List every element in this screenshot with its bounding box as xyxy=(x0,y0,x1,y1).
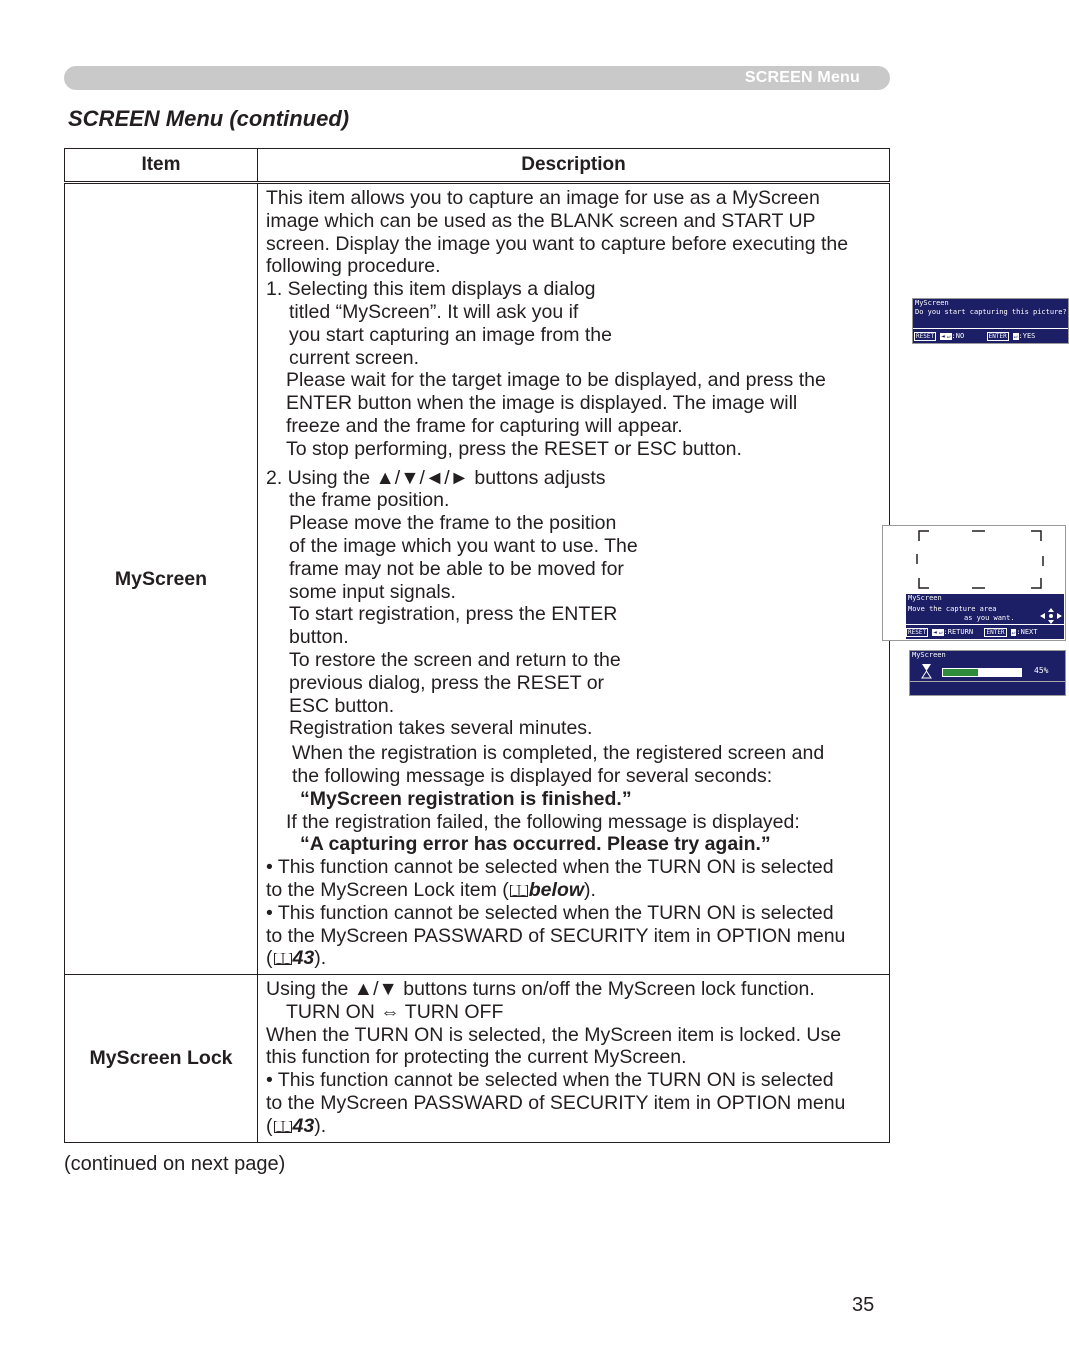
description-cell-myscreen xyxy=(258,183,1067,975)
reference-link-43[interactable]: 43 xyxy=(292,947,315,970)
osd-title: MyScreen xyxy=(912,651,946,659)
progress-bar xyxy=(942,668,1022,677)
return-icon: ↵ xyxy=(938,629,943,636)
four-way-arrow-icon xyxy=(1040,608,1062,624)
note1-line2: to the MyScreen Lock item ( below). xyxy=(266,878,596,901)
note2-line1: • This function cannot be selected when the TURN ON is selected xyxy=(266,901,834,924)
osd-question: Do you start capturing this picture? xyxy=(915,308,1067,316)
osd-title: MyScreen xyxy=(908,594,942,602)
progress-bar-fill xyxy=(943,669,978,676)
note1-line1: • This function cannot be selected when the TURN ON is selected xyxy=(266,856,834,879)
item-cell-myscreen-lock: MyScreen Lock xyxy=(65,975,258,1143)
book-reference-icon xyxy=(509,883,529,898)
return-icon: ↵ xyxy=(1013,333,1018,340)
osd-title: MyScreen xyxy=(915,299,949,307)
table-row-myscreen xyxy=(65,183,890,975)
osd-capture-dialog xyxy=(912,298,1069,344)
osd-move-dialog xyxy=(906,594,1064,639)
finished-message: “MyScreen registration is finished.” xyxy=(300,787,632,810)
progress-percent: 45% xyxy=(1034,666,1049,675)
osd-progress-dialog xyxy=(909,650,1066,696)
book-reference-icon xyxy=(273,1119,293,1134)
book-reference-icon xyxy=(273,951,293,966)
failed-text: If the registration failed, the following message is displayed: xyxy=(286,810,800,833)
page-title: SCREEN Menu (continued) xyxy=(68,106,350,131)
osd-message: Move the capture area xyxy=(908,605,997,613)
step2-heading: 2. Using the ▲/▼/◄/► buttons adjusts xyxy=(266,466,606,489)
page-number: 35 xyxy=(852,1294,875,1316)
reference-link-43[interactable]: 43 xyxy=(292,1114,315,1137)
intro-text: This item allows you to capture an image for use as a MyScreen image which can be used as the BLANK screen and START UP screen. Display the image you want to capture before executing the following procedure. xyxy=(266,187,849,278)
section-header-label: SCREEN Menu xyxy=(744,69,860,86)
step1-heading: 1. Selecting this item displays a dialog xyxy=(266,278,596,301)
table-row-myscreen-lock xyxy=(65,975,890,1143)
reference-link-below[interactable]: below xyxy=(528,878,585,901)
item-cell-myscreen: MyScreen xyxy=(65,183,258,975)
step1-wait-text: Please wait for the target image to be displayed, and press the ENTER button when the image is displayed. The image will freeze and the frame for capturing will appear. To stop performing, press the RESET or ESC button. xyxy=(286,369,826,460)
step2-text: the frame position. Please move the frame to the position of the image which you want to use. The frame may not be able to be moved for some input signals. To start registration, press the ENTER button. To restore the screen and return to the previous dialog, press the RESET or ESC button. Registration takes several minutes. xyxy=(289,489,638,740)
completed-text: When the registration is completed, the registered screen and the following message is displayed for several seconds: xyxy=(292,742,825,787)
left-arrow-icon: ◄ xyxy=(941,333,945,340)
note2-line3: ( 43). xyxy=(266,947,327,970)
spec-table xyxy=(64,148,1067,1143)
column-header-description: Description xyxy=(258,149,890,183)
osd-reset-key: RESET xyxy=(916,333,935,340)
note2-line2: to the MyScreen PASSWARD of SECURITY item in OPTION menu xyxy=(266,924,846,947)
osd-enter-key: ENTER xyxy=(988,333,1007,340)
osd-buttons: RESET ◄ ↵:RETURN ENTER ↵:NEXT xyxy=(908,628,1038,636)
osd-reset-key: RESET xyxy=(908,629,927,636)
description-cell-myscreen-lock: Using the ▲/▼ buttons turns on/off the MyScreen lock function. TURN ON ⇔ TURN OFF When the TURN ON is selected, the MyScreen item is locked. Use this function for protecting the current MyScreen. • This function cannot be selected when the TURN ON is selected to the MyScreen PASSWARD of SECURITY item in OPTION menu ( 43). xyxy=(258,975,890,1143)
section-header-bar xyxy=(64,66,890,90)
frame-corners-icon xyxy=(883,526,1065,596)
osd-buttons: RESET ◄ ↵:NO ENTER ↵:YES xyxy=(916,332,1036,340)
return-icon: ↵ xyxy=(1011,629,1016,636)
osd-enter-key: ENTER xyxy=(986,629,1005,636)
osd-message: as you want. xyxy=(964,614,1015,622)
error-message: “A capturing error has occurred. Please try again.” xyxy=(300,833,771,856)
column-header-item: Item xyxy=(65,149,258,183)
step1-text: titled “MyScreen”. It will ask you if you start capturing an image from the current screen. xyxy=(289,300,612,369)
left-arrow-icon: ◄ xyxy=(933,629,937,636)
continued-note: (continued on next page) xyxy=(64,1153,286,1175)
table-header-row xyxy=(65,149,890,183)
hourglass-icon xyxy=(922,664,931,678)
return-icon: ↵ xyxy=(946,333,951,340)
